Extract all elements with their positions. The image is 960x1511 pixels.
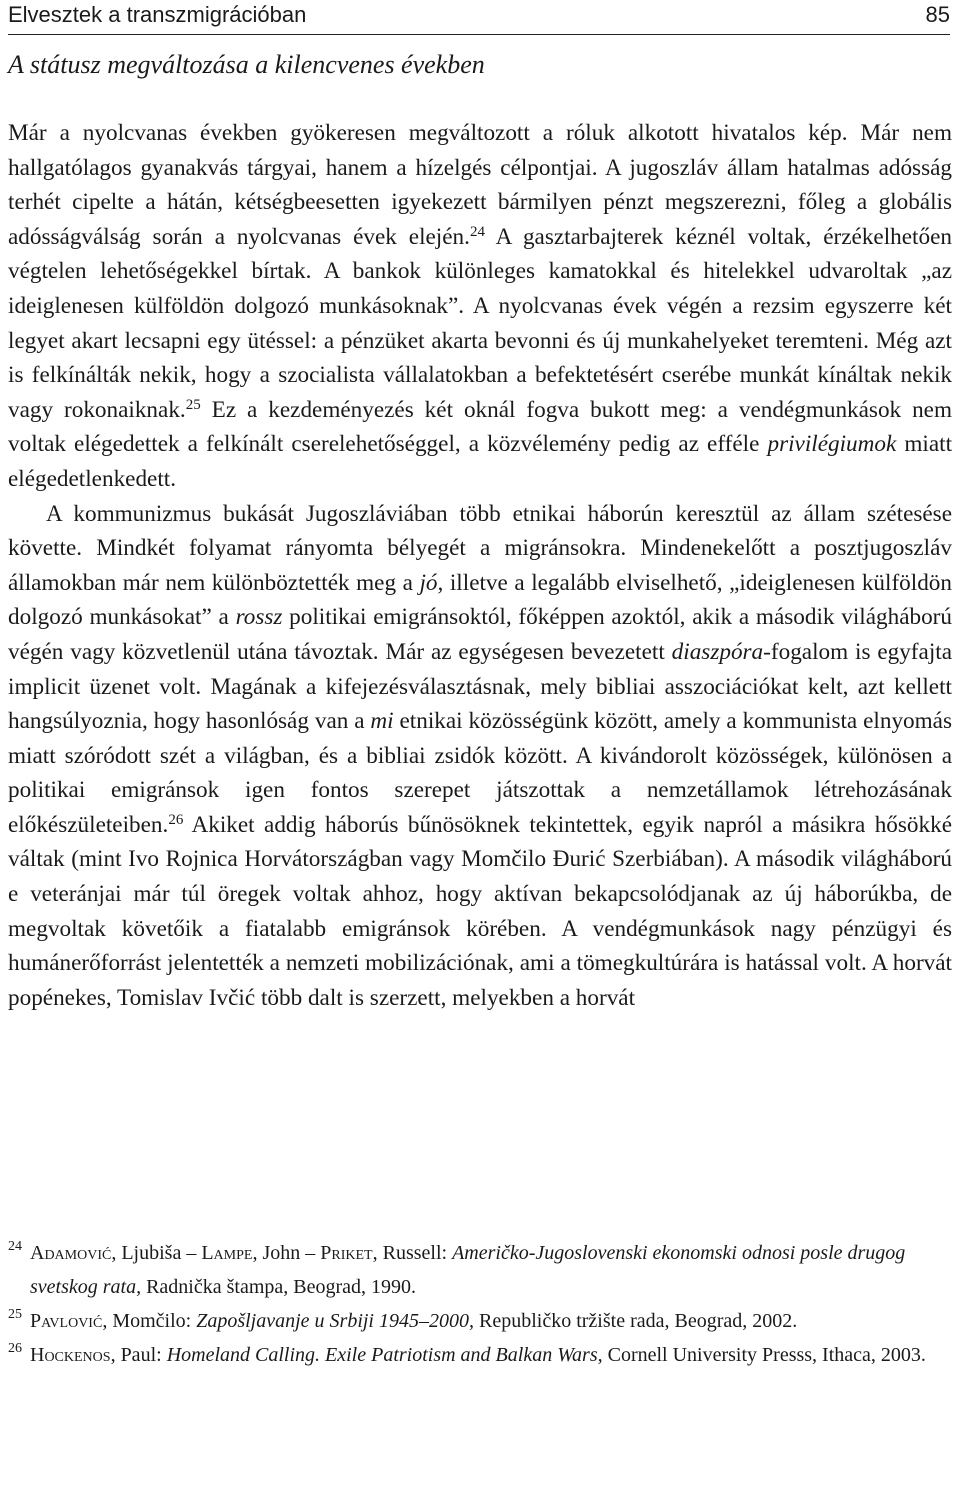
footnote-25 xyxy=(8,1304,952,1338)
text-run: Ez a kezdeményezés két oknál fogva bukott meg: a vendégmunkások nem voltak elégedettek a felkínált cserelehetőséggel, a közvélemény pedig az efféle xyxy=(8,396,952,458)
italic-term: privilégiumok xyxy=(767,431,897,458)
text-run: politikai emigránsoktól, főképpen azoktól, akik a második világháború végén vagy közvetlenül utána távoztak. Már az egységesen bevezetett xyxy=(8,604,953,665)
italic-term: diaszpóra xyxy=(671,638,764,665)
text-run: , Paul: xyxy=(110,1344,167,1366)
text-run: miatt elégedetlenkedett. xyxy=(8,431,953,492)
work-title: Zapošljavanje u Srbiji 1945–2000, xyxy=(196,1310,474,1332)
footnote-26 xyxy=(8,1338,952,1372)
section-heading: A státusz megváltozása a kilencvenes években xyxy=(8,50,485,79)
footnotes xyxy=(8,1236,952,1372)
text-run: -fogalom is egyfajta implicit üzenet volt. Magának a kifejezésválasztásnak, mely bibliai asszociációkat kelt, azt kellett hangsúlyoznia, hogy hasonlóság van a xyxy=(8,638,953,735)
footnote-ref-26: 26 xyxy=(168,811,184,828)
text-run: A kommunizmus bukását Jugoszláviában több etnikai háborún keresztül az állam szétesése követte. Mindkét folyamat rányomta bélyegét a migránsokra. Mindenekelőtt a posztjugoszláv államokban már nem különböztették meg a xyxy=(8,500,952,596)
page-number: 85 xyxy=(925,2,950,27)
running-title: Elvesztek a transzmigrációban xyxy=(8,2,307,27)
author-surname: Adamović xyxy=(30,1242,112,1264)
paragraph-1 xyxy=(8,116,952,497)
text-run: Cornell University Presss, Ithaca, 2003. xyxy=(602,1344,926,1366)
text-run: Már a nyolcvanas években gyökeresen megváltozott a róluk alkotott hivatalos kép. Már nem hallgatólagos gyanakvás tárgyai, hanem a hízelgés célpontjai. A jugoszláv állam hatalmas adósság terhét cipelte a hátán, kétségbeesetten igyekezett bármilyen pénzt megszerezni, főleg a globális adósságválság során a nyolcvanas évek elején. xyxy=(8,120,952,250)
italic-term: rossz xyxy=(235,604,283,631)
text-run: , Momčilo: xyxy=(102,1310,197,1332)
author-surname: Pavlović xyxy=(30,1310,103,1332)
italic-term: mi xyxy=(370,708,394,735)
running-header xyxy=(8,0,950,35)
body-text xyxy=(8,116,952,1015)
author-surname: Lampe xyxy=(201,1242,253,1264)
text-run: Radnička štampa, Beograd, 1990. xyxy=(141,1276,417,1298)
italic-term: jó, xyxy=(419,569,444,596)
footnote-ref-25: 25 xyxy=(185,396,201,413)
paragraph-2 xyxy=(8,497,952,1016)
author-surname: Hockenos xyxy=(30,1344,111,1366)
text-run: etnikai közösségünk között, amely a kommunista elnyomás miatt szóródott szét a világban, és a bibliai zsidók között. A kivándorolt közösségek, különösen a politikai emigránsok igen fontos szerepet játszottak a nemzetállamok létrehozásának előkészületeiben. xyxy=(8,708,952,838)
text-run: Republičko tržište rada, Beograd, 2002. xyxy=(474,1310,798,1332)
work-title: Američko-Jugoslovenski ekonomski odnosi posle drugog svetskog rata, xyxy=(30,1242,906,1298)
text-run: , Russell: xyxy=(372,1242,453,1264)
footnote-number: 25 xyxy=(8,1307,22,1322)
footnote-number: 24 xyxy=(8,1239,22,1254)
text-run: illetve a legalább elviselhető, „ideiglenesen külföldön dolgozó munkásokat” a xyxy=(8,569,952,631)
work-title: Homeland Calling. Exile Patriotism and Balkan Wars, xyxy=(166,1344,603,1366)
footnote-24 xyxy=(8,1236,952,1304)
author-surname: Priket xyxy=(320,1242,373,1264)
text-run: A gasztarbajterek kéznél voltak, érzékelhetően végtelen lehetőségekkel bírtak. A bankok különleges kamatokkal és hitelekkel udvaroltak „az ideiglenesen külföldön dolgozó munkásoknak”. A nyolcvanas évek végén a rezsim egyszerre két legyet akart lecsapni egy ütéssel: a pénzüket akarta bevonni és új munkahelyeket teremteni. Még azt is felkínálták nekik, hogy a szocialista vállalatokban a befektetésért cserébe munkát kínáltak nekik vagy rokonaiknak. xyxy=(8,223,952,423)
footnote-number: 26 xyxy=(8,1341,22,1356)
text-run: Akiket addig háborús bűnösöknek tekintettek, egyik napról a másikra hősökké váltak (mint Ivo Rojnica Horvátországban vagy Momčilo Đurić Szerbiában). A második világháború e veteránjai már túl öregek voltak ahhoz, hogy aktívan bekapcsolódjanak az új háborúkba, de megvoltak követőik a fiatalabb emigránsok körében. A vendégmunkások nagy pénzügyi és humánerőforrást jelentették a nemzeti mobilizációnak, ami a tömegkultúrára is hatással volt. A horvát popénekes, Tomislav Ivčić több dalt is szerzett, melyekben a horvát xyxy=(8,811,952,1011)
text-run: , Ljubiša – xyxy=(111,1242,202,1264)
text-run: , John – xyxy=(252,1242,321,1264)
footnote-ref-24: 24 xyxy=(469,223,485,240)
